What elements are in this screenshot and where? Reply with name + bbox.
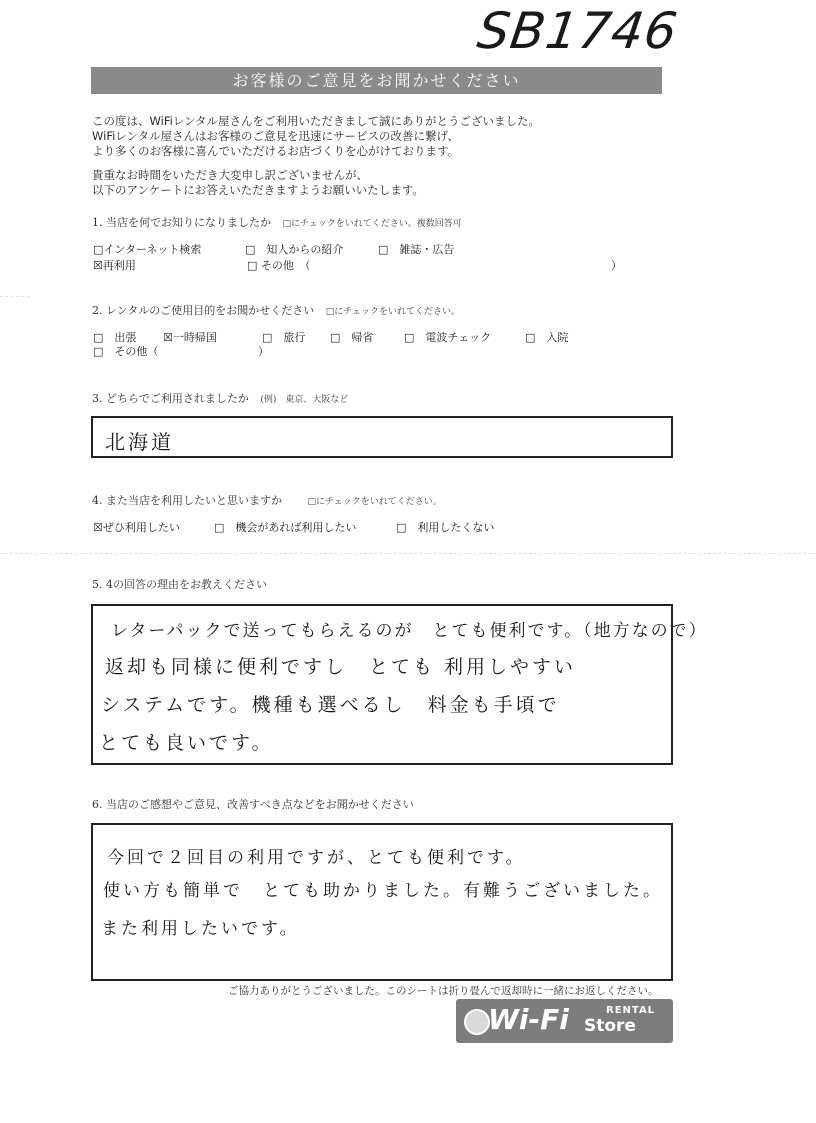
edge-mark bbox=[0, 296, 30, 297]
question-4-title bbox=[92, 492, 442, 508]
q2-option-home-visit-label: 一時帰国 bbox=[172, 331, 217, 344]
wifi-store-logo bbox=[456, 999, 673, 1043]
q5-answer-line: とても良いです。 bbox=[99, 732, 274, 754]
checked-box-icon: ☒ bbox=[163, 331, 173, 344]
q2-option-other[interactable]: □ その他（ bbox=[93, 345, 159, 358]
intro-line: WiFiレンタル屋さんはお客様のご意見を迅速にサービスの改善に繋げ、 bbox=[92, 129, 460, 143]
q6-answer-box[interactable] bbox=[91, 823, 673, 981]
q5-answer-line: 返却も同様に便利ですし とても 利用しやすい bbox=[105, 656, 577, 678]
intro-line: この度は、WiFiレンタル屋さんをご利用いただきまして誠にありがとうございました。 bbox=[92, 114, 541, 128]
q1-option-reuse-label: 再利用 bbox=[102, 259, 136, 272]
q5-answer-line: システムです。機種も選べるし 料金も手頃で bbox=[101, 694, 560, 716]
q2-option-homecoming[interactable]: □ 帰省 bbox=[330, 331, 374, 344]
q2-option-business[interactable]: □ 出張 bbox=[93, 331, 137, 344]
q1-option-referral[interactable]: □ 知人からの紹介 bbox=[245, 243, 344, 256]
mascot-icon bbox=[464, 1009, 490, 1035]
logo-wifi-text: Wi-Fi bbox=[488, 1003, 569, 1036]
q3-answer: 北海道 bbox=[105, 430, 174, 454]
q1-option-reuse[interactable] bbox=[93, 257, 136, 273]
question-1-hint: □にチェックをいれてください。複数回答可 bbox=[282, 219, 462, 229]
question-3-hint: (例) 東京、大阪など bbox=[260, 395, 349, 405]
question-2-label: 2. レンタルのご使用目的をお聞かせください bbox=[92, 304, 315, 317]
checked-box-icon: ☒ bbox=[93, 521, 103, 534]
question-6-title: 6. 当店のご感想やご意見、改善すべき点などをお聞かせください bbox=[92, 798, 414, 811]
question-3-label: 3. どちらでご利用されましたか bbox=[92, 392, 249, 405]
question-5-title: 5. 4の回答の理由をお教えください bbox=[92, 578, 267, 591]
intro-line: 以下のアンケートにお答えいただきますようお願いいたします。 bbox=[92, 183, 424, 197]
q2-option-hospital[interactable]: □ 入院 bbox=[525, 331, 569, 344]
q6-answer-line: また利用したいです。 bbox=[101, 919, 300, 939]
question-2-title bbox=[92, 302, 460, 318]
q4-option-no[interactable]: □ 利用したくない bbox=[396, 521, 495, 534]
q4-option-definitely-label: ぜひ利用したい bbox=[102, 521, 180, 534]
q2-option-home-visit[interactable] bbox=[163, 329, 217, 345]
checked-box-icon: ☒ bbox=[93, 259, 103, 272]
question-3-title bbox=[92, 390, 348, 406]
q1-option-other[interactable]: □ その他 （ bbox=[247, 259, 311, 272]
question-1-title bbox=[92, 214, 462, 230]
logo-rental-text: RENTAL bbox=[606, 1005, 656, 1016]
intro-line: 貴重なお時間をいただき大変申し訳ございませんが、 bbox=[92, 168, 368, 182]
q2-option-signal-check[interactable]: □ 電波チェック bbox=[404, 331, 492, 344]
q6-answer-line: 今回で２回目の利用ですが、とても便利です。 bbox=[107, 848, 526, 868]
q2-option-travel[interactable]: □ 旅行 bbox=[262, 331, 306, 344]
q5-answer-box[interactable] bbox=[91, 604, 708, 765]
q4-option-maybe[interactable]: □ 機会があれば利用したい bbox=[214, 521, 357, 534]
question-4-hint: □にチェックをいれてください。 bbox=[307, 497, 442, 507]
q2-option-other-close: ） bbox=[258, 345, 269, 358]
question-1-label: 1. 当店を何でお知りになりましたか bbox=[92, 216, 271, 229]
thanks-note: ご協力ありがとうございました。このシートは折り畳んで返却時に一緒にお返しください。 bbox=[228, 985, 659, 997]
q1-option-magazine[interactable]: □ 雑誌・広告 bbox=[378, 243, 455, 256]
page-title: お客様のご意見をお聞かせください bbox=[91, 67, 662, 94]
intro-line: より多くのお客様に喜んでいただけるお店づくりを心がけております。 bbox=[92, 144, 460, 158]
intro-text bbox=[92, 114, 540, 198]
q6-answer-line: 使い方も簡単で とても助かりました。有難うございました。 bbox=[103, 881, 663, 901]
q4-option-definitely[interactable] bbox=[93, 519, 180, 535]
question-2-hint: □にチェックをいれてください。 bbox=[325, 307, 461, 317]
fold-line bbox=[0, 553, 816, 554]
q3-answer-box[interactable] bbox=[91, 416, 673, 458]
q5-answer-line: レターパックで送ってもらえるのが とても便利です。（地方なので） bbox=[111, 621, 708, 641]
logo-store-text: Store bbox=[584, 1016, 636, 1036]
question-4-label: 4. また当店を利用したいと思いますか bbox=[92, 494, 282, 507]
q1-option-other-close: ） bbox=[611, 259, 622, 272]
handwritten-sheet-id: SB1746 bbox=[473, 2, 682, 60]
q1-option-internet[interactable]: □インターネット検索 bbox=[93, 243, 202, 256]
